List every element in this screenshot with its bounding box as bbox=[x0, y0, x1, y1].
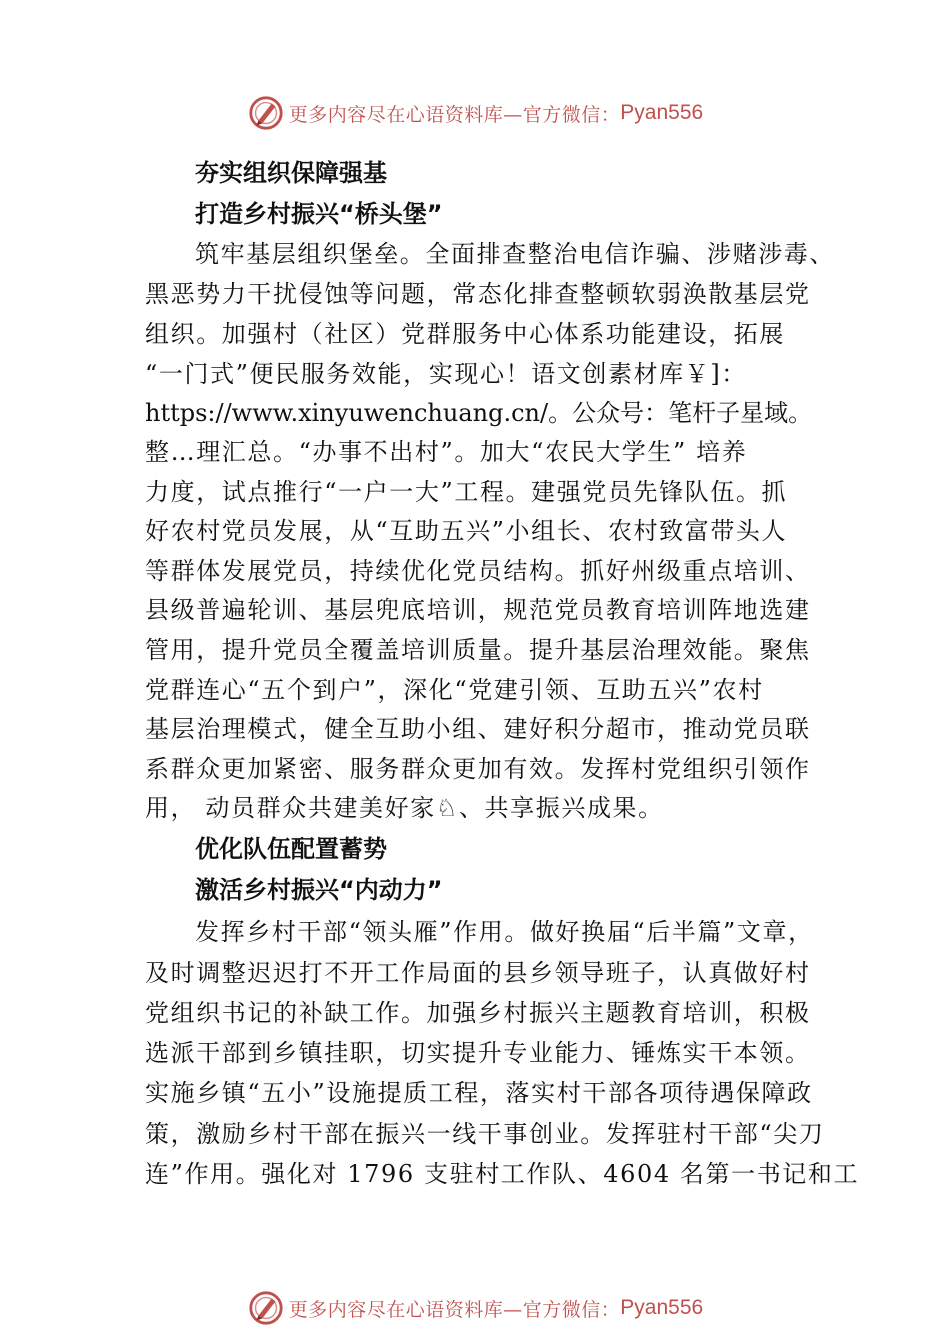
paragraph-line: 连”作用。强化对 1796 支驻村工作队、4604 名第一书记和工 bbox=[145, 1160, 860, 1188]
paragraph-line: “一门式”便民服务效能，实现心！语文创素材库￥]： bbox=[145, 360, 747, 388]
paragraph-line: 等群体发展党员，持续优化党员结构。抓好州级重点培训、 bbox=[145, 557, 811, 585]
paragraph-line: 选派干部到乡镇挂职，切实提升专业能力、锤炼实干本领。 bbox=[145, 1039, 811, 1067]
paragraph-line: 整…理汇总。“办事不出村”。加大“农民大学生” 培养 bbox=[145, 438, 748, 466]
wechat-id: Pyan556 bbox=[620, 101, 704, 124]
paragraph-line: 及时调整迟迟打不开工作局面的县乡领导班子，认真做好村 bbox=[145, 959, 811, 987]
paragraph-line: 管用，提升党员全覆盖培训质量。提升基层治理效能。聚焦 bbox=[145, 636, 811, 664]
paragraph-line: 筑牢基层组织堡垒。全面排查整治电信诈骗、涉赌涉毒、 bbox=[195, 240, 835, 268]
paragraph-line: 好农村党员发展，从“互助五兴”小组长、农村致富带头人 bbox=[145, 517, 788, 545]
paragraph-line: https://www.xinyuwenchuang.cn/。公众号：笔杆子星域。 bbox=[145, 399, 813, 427]
section-heading: 优化队伍配置蓄势 bbox=[195, 835, 387, 863]
header-banner bbox=[0, 93, 950, 133]
footer-banner bbox=[0, 1288, 950, 1328]
section-heading: 夯实组织保障强基 bbox=[195, 159, 387, 187]
paragraph-line: 县级普遍轮训、基层兜底培训，规范党员教育培训阵地选建 bbox=[145, 596, 811, 624]
paragraph-line: 党群连心“五个到户”，深化“党建引领、互助五兴”农村 bbox=[145, 676, 764, 704]
paragraph-line: 发挥乡村干部“领头雁”作用。做好换届“后半篇”文章， bbox=[195, 918, 814, 946]
paragraph-line: 实施乡镇“五小”设施提质工程，落实村干部各项待遇保障政 bbox=[145, 1079, 813, 1107]
banner-text: 更多内容尽在心语资料库—官方微信： bbox=[288, 1298, 621, 1321]
wechat-id: Pyan556 bbox=[620, 1296, 704, 1319]
section-subheading: 激活乡村振兴“内动力” bbox=[195, 876, 443, 904]
section-subheading: 打造乡村振兴“桥头堡” bbox=[195, 200, 443, 228]
paragraph-line: 党组织书记的补缺工作。加强乡村振兴主题教育培训，积极 bbox=[145, 999, 811, 1027]
paragraph-line: 基层治理模式，健全互助小组、建好积分超市，推动党员联 bbox=[145, 715, 811, 743]
paragraph-line: 黑恶势力干扰侵蚀等问题，常态化排查整顿软弱涣散基层党 bbox=[145, 280, 811, 308]
banner-text: 更多内容尽在心语资料库—官方微信： bbox=[288, 103, 621, 126]
paragraph-line: 力度，试点推行“一户一大”工程。建强党员先锋队伍。抓 bbox=[145, 478, 788, 506]
pen-logo-icon bbox=[247, 94, 285, 132]
paragraph-line: 系群众更加紧密、服务群众更加有效。发挥村党组织引领作 bbox=[145, 755, 811, 783]
paragraph-line: 用， 动员群众共建美好家♘、共享振兴成果。 bbox=[145, 794, 664, 822]
paragraph-line: 组织。加强村（社区）党群服务中心体系功能建设，拓展 bbox=[145, 320, 785, 348]
pen-logo-icon bbox=[247, 1289, 285, 1327]
paragraph-line: 策，激励乡村干部在振兴一线干事创业。发挥驻村干部“尖刀 bbox=[145, 1120, 825, 1148]
